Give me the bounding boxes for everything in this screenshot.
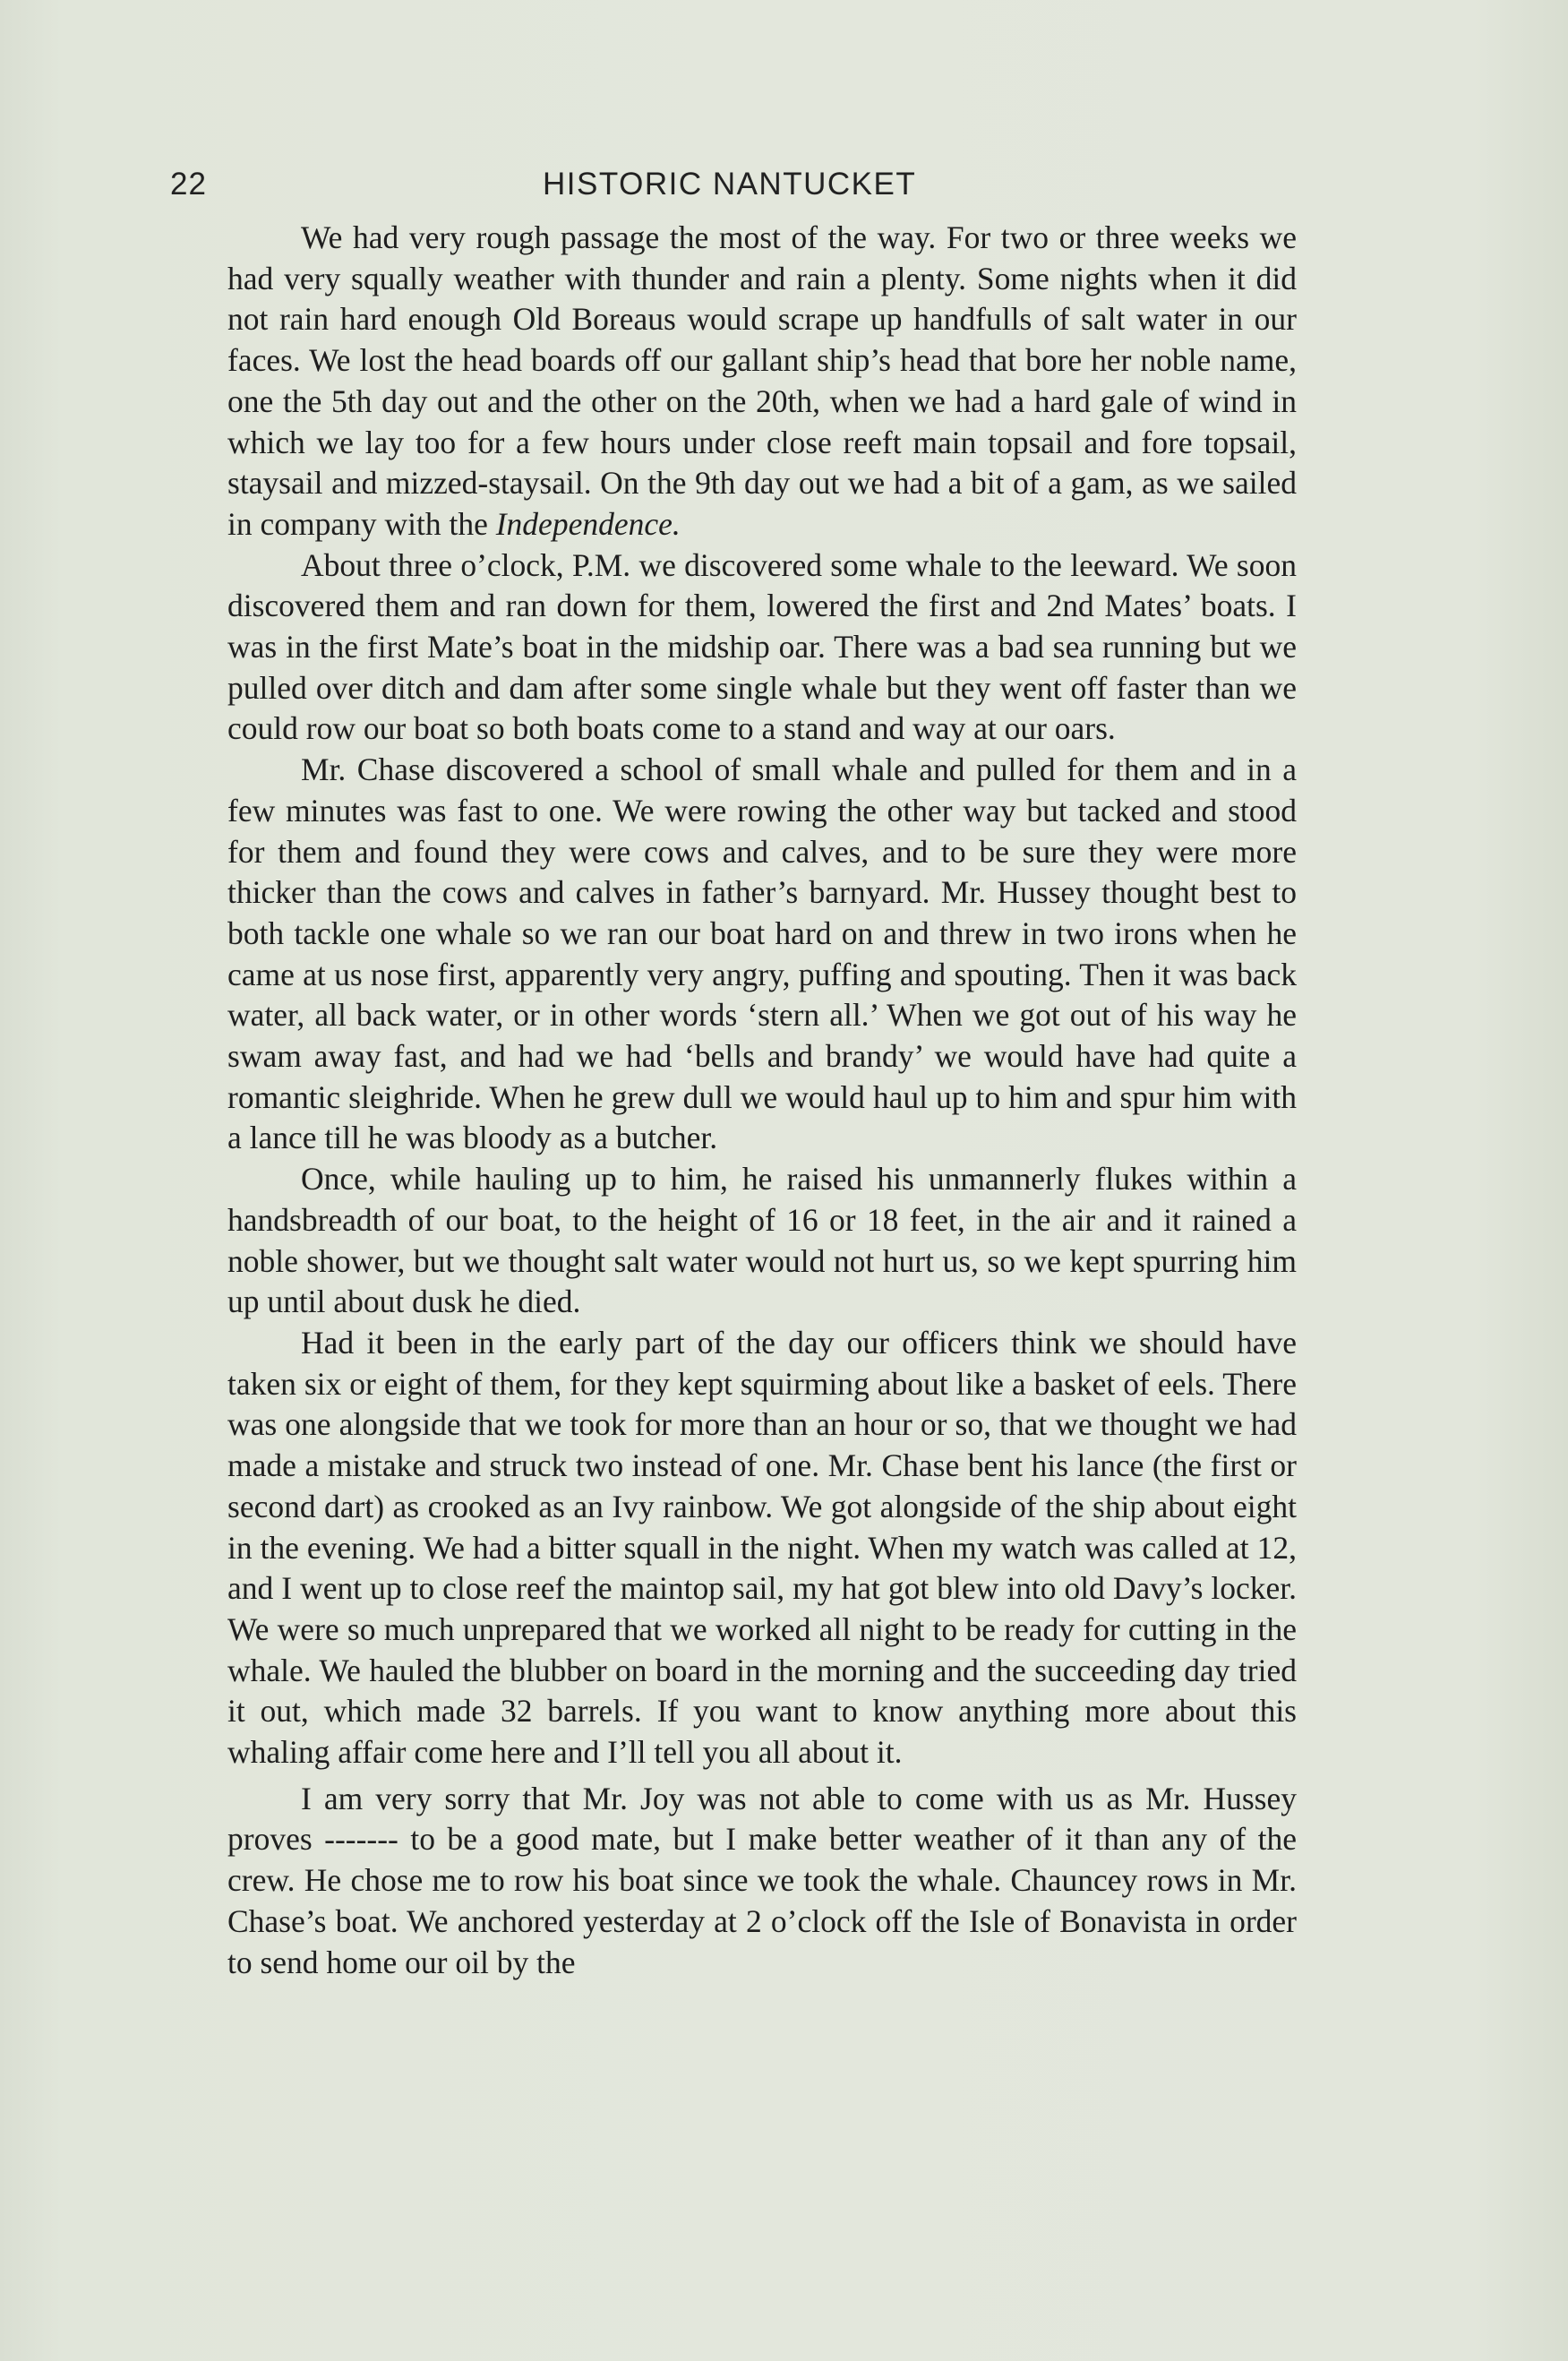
page-header: [0, 167, 1568, 210]
running-head: HISTORIC NANTUCKET: [543, 167, 917, 202]
paragraph-1: [227, 218, 1297, 545]
paragraph-2: About three o’clock, P.M. we discovered some whale to the leeward. We soon discovered them and ran down for them, lowered the first and 2nd Mates’ boats. I was in the first Mate’s boat in the midship oar. There was a bad sea running but we pulled over ditch and dam after some single whale but they went off faster than we could row our boat so both boats come to a stand and way at our oars.: [227, 546, 1297, 747]
page-number: 22: [170, 167, 207, 202]
paragraph-3: Mr. Chase discovered a school of small whale and pulled for them and in a few minutes was fast to one. We were rowing the other way but tacked and stood for them and found they were cows and calves, and to be sure they were more thicker than the cows and calves in father’s barnyard. Mr. Hussey thought best to both tackle one whale so we ran our boat hard on and threw in two irons when he came at us nose first, apparently very angry, puffing and spouting. Then it was back water, all back water, or in other words ‘stern all.’ When we got out of his way he swam away fast, and had we had ‘bells and brandy’ we would have had quite a romantic sleighride. When he grew dull we would haul up to him and spur him with a lance till he was bloody as a butcher.: [227, 751, 1297, 1156]
paragraph-1-text: We had very rough passage the most of the way. For two or three weeks we had very squally weather with thunder and rain a plenty. Some nights when it did not rain hard enough Old Boreaus would scrape up handfulls of salt water in our faces. We lost the head boards off our gallant ship’s head that bore her noble name, one the 5th day out and the other on the 20th, when we had a hard gale of wind in which we lay too for a few hours under close reeft main topsail and fore topsail, staysail and mizzed-staysail. On the 9th day out we had a bit of a gam, as we sailed in company with the: [227, 219, 1297, 542]
paragraph-4: Once, while hauling up to him, he raised his unmannerly flukes within a handsbreadth of our boat, to the height of 16 or 18 feet, in the air and it rained a noble shower, but we thought salt water would not hurt us, so we kept spurring him up until about dusk he died.: [227, 1161, 1297, 1320]
paragraph-5: Had it been in the early part of the day our officers think we should have taken six or eight of them, for they kept squirming about like a basket of eels. There was one alongside that we took for more than an hour or so, that we thought we had made a mistake and struck two instead of one. Mr. Chase bent his lance (the first or second dart) as crooked as an Ivy rainbow. We got alongside of the ship about eight in the evening. We had a bitter squall in the night. When my watch was called at 12, and I went up to close reef the maintop sail, my hat got blew into old Davy’s locker. We were so much unprepared that we worked all night to be ready for cutting in the whale. We hauled the blubber on board in the morning and the succeeding day tried it out, which made 32 barrels. If you want to know anything more about this whaling affair come here and I’ll tell you all about it.: [227, 1324, 1297, 1771]
paragraph-6: I am very sorry that Mr. Joy was not able to come with us as Mr. Hussey proves ------- to be a good mate, but I make better weather of it than any of the crew. He chose me to row his boat since we took the whale. Chauncey rows in Mr. Chase’s boat. We anchored yesterday at 2 o’clock off the Isle of Bonavista in order to send home our oil by the: [227, 1780, 1297, 1980]
body-text: [227, 218, 1297, 1983]
ship-name-italic: Independence.: [495, 505, 681, 542]
